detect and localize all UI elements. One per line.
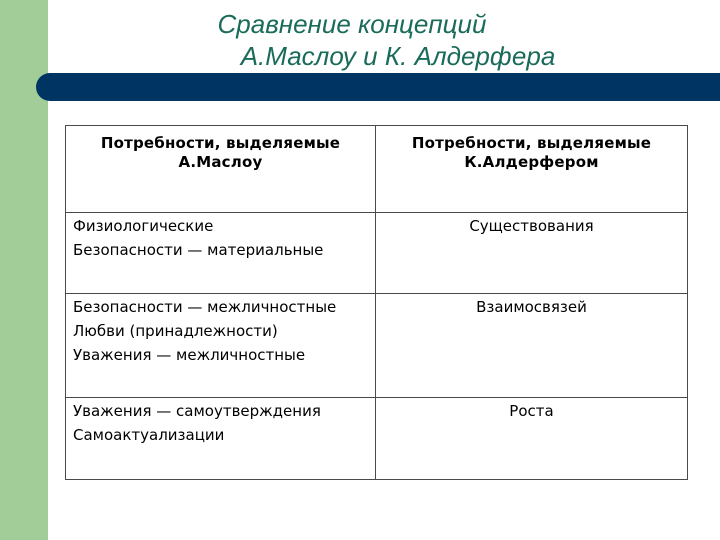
- maslow-cell: [66, 213, 376, 294]
- header-alderfer: Потребности, выделяемые К.Алдерфером: [376, 126, 688, 213]
- maslow-cell: [66, 294, 376, 398]
- slide-title: [60, 8, 700, 72]
- alderfer-cell: [376, 294, 688, 398]
- table-row: [66, 398, 688, 480]
- comparison-table: [65, 125, 688, 480]
- alderfer-need: Роста: [509, 402, 554, 420]
- table-header-row: [66, 126, 688, 213]
- alderfer-need: Взаимосвязей: [476, 298, 587, 316]
- maslow-need: Безопасности — материальные: [73, 241, 324, 259]
- maslow-need: Уважения — самоутверждения: [73, 402, 321, 420]
- table-row: [66, 213, 688, 294]
- maslow-need: Физиологические: [73, 217, 214, 235]
- title-underline-bar: [36, 73, 720, 101]
- alderfer-cell: [376, 213, 688, 294]
- maslow-need: Самоактуализации: [73, 426, 225, 444]
- title-line-1: Сравнение концепций: [217, 9, 487, 39]
- maslow-need: Уважения — межличностные: [73, 346, 306, 364]
- alderfer-need: Существования: [469, 217, 594, 235]
- maslow-need: Любви (принадлежности): [73, 322, 278, 340]
- table-row: [66, 294, 688, 398]
- alderfer-cell: [376, 398, 688, 480]
- maslow-cell: [66, 398, 376, 480]
- title-line-2: А.Маслоу и К. Алдерфера: [240, 41, 556, 71]
- header-maslow: Потребности, выделяемые А.Маслоу: [66, 126, 376, 213]
- maslow-need: Безопасности — межличностные: [73, 298, 337, 316]
